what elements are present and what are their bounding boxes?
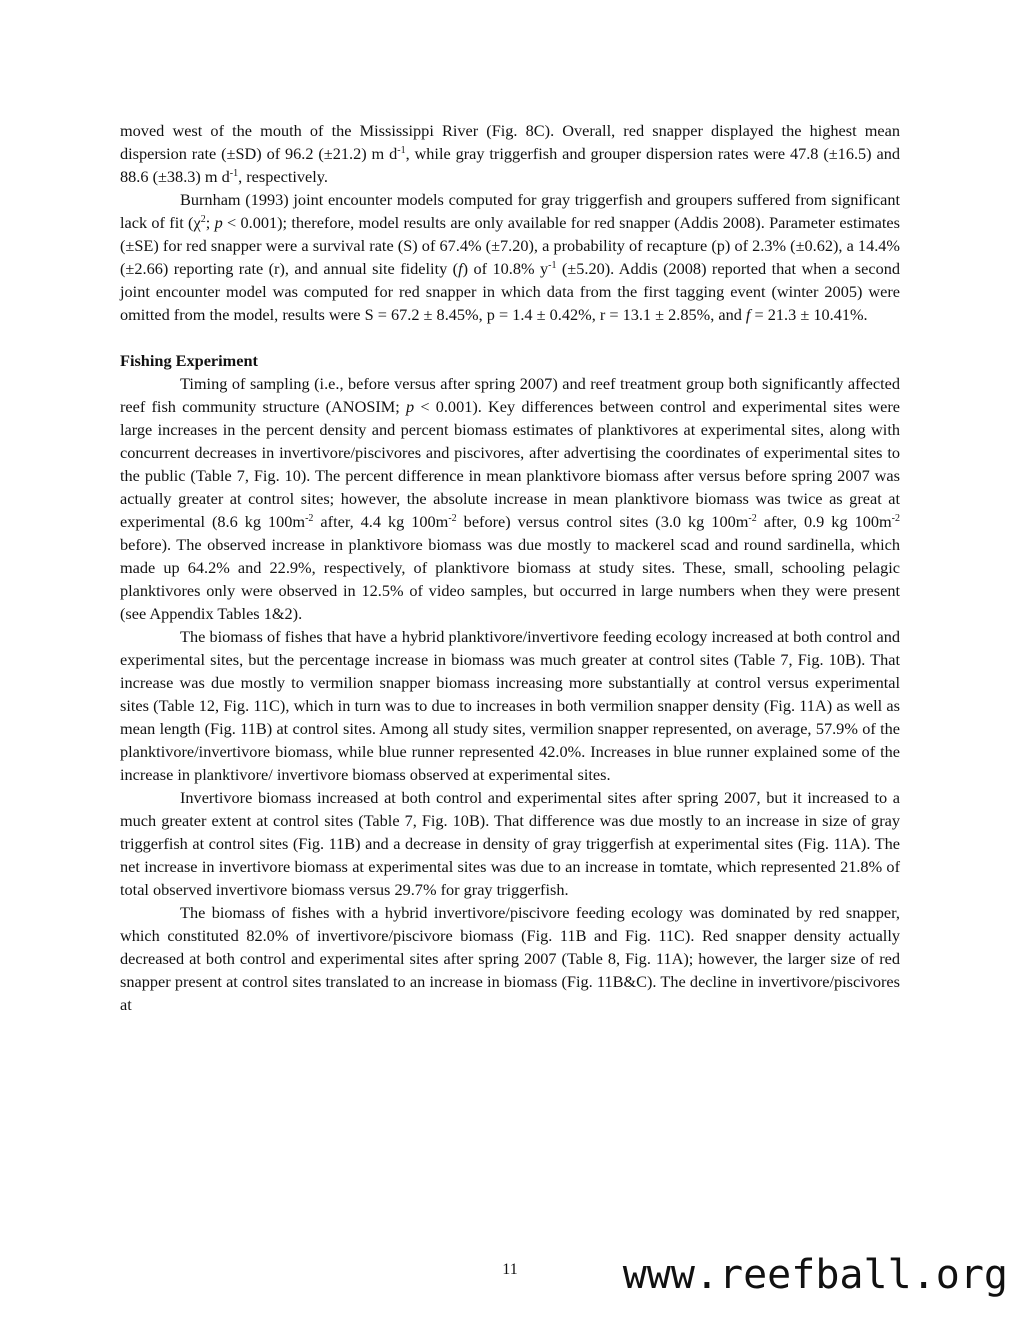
superscript: -2 xyxy=(748,513,757,524)
italic-symbol: f xyxy=(458,259,463,278)
text-run: ; xyxy=(205,213,215,232)
text-run: < 0.001). Key differences between control and experimental sites were large increases in the percent density and percent biomass estimates of planktivores at experimental sites, along with concurrent decreases in invertivore/piscivores and piscivores, after advertising the coordinates of experimental sites to the public (Table 7, Fig. 10). The percent difference in mean planktivore biomass after versus before spring 2007 was actually greater at control sites; however, the absolute increase in mean planktivore biomass was twice as great at experimental (8.6 kg 100m xyxy=(120,397,900,531)
superscript: -2 xyxy=(891,513,900,524)
superscript: -1 xyxy=(397,145,406,156)
paragraph-encounter-models xyxy=(120,188,900,326)
superscript: -1 xyxy=(229,168,239,179)
italic-symbol: p xyxy=(406,397,415,416)
document-body xyxy=(120,119,900,1016)
paragraph-sampling xyxy=(120,372,900,625)
italic-symbol: f xyxy=(745,305,751,324)
text-run: ) of 10.8% y xyxy=(462,259,549,278)
superscript: 2 xyxy=(200,214,206,225)
section-heading: Fishing Experiment xyxy=(120,351,258,370)
text-run: Timing of sampling (i.e., before versus after spring 2007) and reef treatment group both significantly affected reef fish community structure (ANOSIM; xyxy=(120,374,900,416)
page-number: 11 xyxy=(502,1261,518,1278)
paragraph-dispersion xyxy=(120,119,900,188)
text-run: , respectively. xyxy=(238,167,328,186)
italic-symbol: p xyxy=(214,213,223,232)
superscript: -2 xyxy=(448,513,457,524)
text-run: < 0.001); therefore, model results are only available for red snapper (Addis 2008). Parameter estimates (±SE) for red snapper were a survival rate (S) of 67.4% (±7.20), a probability of recapture (p) of 2.3% (±0.62), a 14.4% (±2.66) reporting rate (r), and annual site fidelity ( xyxy=(120,213,900,278)
paragraph-invertivore-piscivore: The biomass of fishes with a hybrid invertivore/piscivore feeding ecology was dominated by red snapper, which constituted 82.0% of invertivore/piscivore biomass (Fig. 11B and Fig. 11C). Red snapper density actually decreased at both control and experimental sites after spring 2007 (Table 8, Fig. 11A); however, the larger size of red snapper present at control sites translated to an increase in biomass (Fig. 11B&C). The decline in invertivore/piscivores at xyxy=(120,903,900,1014)
paragraph-planktivore-invertivore: The biomass of fishes that have a hybrid planktivore/invertivore feeding ecology increased at both control and experimental sites, but the percentage increase in biomass was much greater at control sites (Table 7, Fig. 10B). That increase was due mostly to vermilion snapper biomass increasing more substantially at control versus experimental sites (Table 12, Fig. 11C), which in turn was to due to increases in both vermilion snapper density (Fig. 11A) as well as mean length (Fig. 11B) at control sites. Among all study sites, vermilion snapper represented, on average, 57.9% of the planktivore/invertivore biomass, while blue runner represented 42.0%. Increases in blue runner explained some of the increase in planktivore/ invertivore biomass observed at experimental sites. xyxy=(120,627,900,784)
text-run: moved west of the mouth of the Mississippi River (Fig. 8C). Overall, red snapper displayed the highest mean dispersion rate (±SD) of 96.2 (±21.2) m d xyxy=(120,121,900,163)
text-run: before) versus control sites (3.0 kg 100m xyxy=(456,512,749,531)
text-run: before). The observed increase in planktivore biomass was due mostly to mackerel scad and round sardinella, which made up 64.2% and 22.9%, respectively, of planktivore biomass at study sites. These, small, schooling pelagic planktivores only were observed in 12.5% of video samples, but occurred in large numbers when they were present (see Appendix Tables 1&2). xyxy=(120,535,900,623)
superscript: -1 xyxy=(548,260,557,271)
text-run: after, 0.9 kg 100m xyxy=(756,512,892,531)
watermark-url: www.reefball.org xyxy=(622,1252,1008,1298)
text-run: after, 4.4 kg 100m xyxy=(313,512,449,531)
superscript: -2 xyxy=(305,513,314,524)
text-run: = 21.3 ± 10.41%. xyxy=(750,305,868,324)
text-run: Burnham (1993) joint encounter models computed for gray triggerfish and groupers suffered from significant lack of fit (χ xyxy=(120,190,900,232)
text-run: (±5.20). Addis (2008) reported that when a second joint encounter model was computed for red snapper in which data from the first tagging event (winter 2005) were omitted from the model, results were S = 67.2 ± 8.45%, p = 1.4 ± 0.42%, r = 13.1 ± 2.85%, and xyxy=(120,259,901,324)
text-run: , while gray triggerfish and grouper dispersion rates were 47.8 (±16.5) and 88.6 (±38.3) m d xyxy=(120,144,900,186)
paragraph-gap xyxy=(120,326,900,349)
paragraph-invertivore: Invertivore biomass increased at both control and experimental sites after spring 2007, but it increased to a much greater extent at control sites (Table 7, Fig. 10B). That difference was due mostly to an increase in size of gray triggerfish at control sites (Fig. 11B) and a decrease in density of gray triggerfish at experimental sites (Fig. 11A). The net increase in invertivore biomass at experimental sites was due to an increase in tomtate, which represented 21.8% of total observed invertivore biomass versus 29.7% for gray triggerfish. xyxy=(120,788,900,899)
